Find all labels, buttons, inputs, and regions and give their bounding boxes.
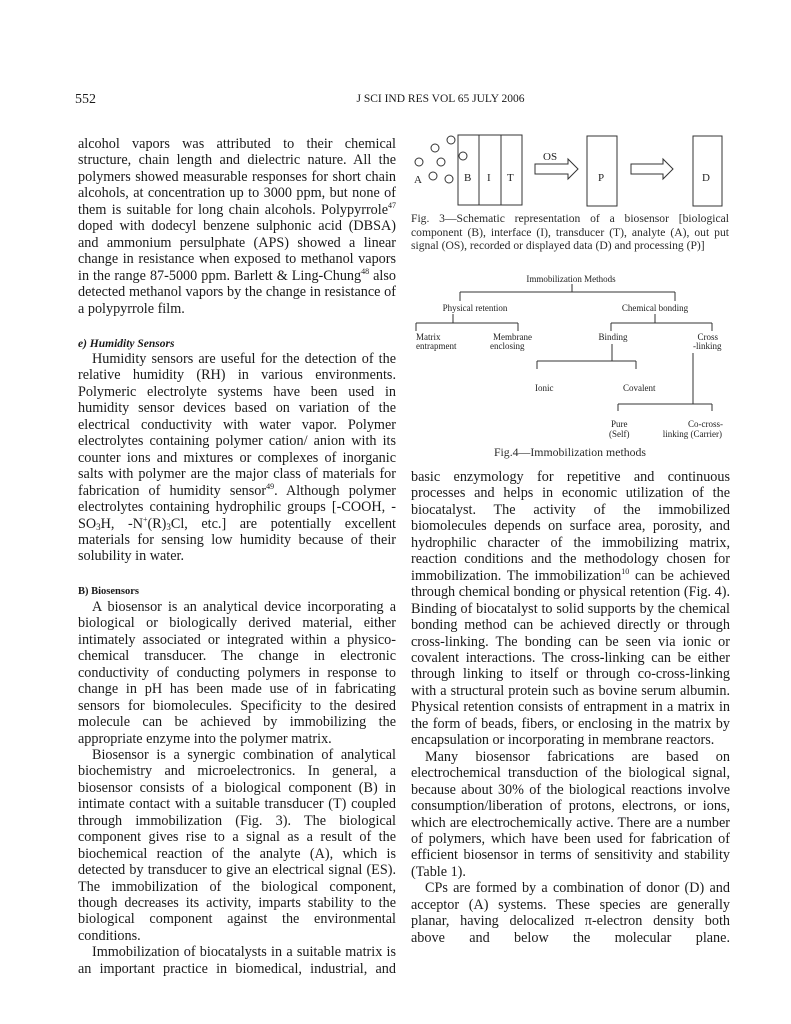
paragraph-electrochemical-transduction: Many biosensor fabrications are based on electrochemical transduction of the biological signal, because about 30% of the biological reactions involve consumption/liberation of protons, electrons, or ions, which are electrochemically active. There are a number of polymers, which have been used for fabrication of efficient biosensor in terms of sensitivity and stability (Table 1). [411, 748, 730, 880]
text-run: Humidity sensors are useful for the detection of the relative humidity (RH) in various environments. Polymeric electrolyte systems have been used in humidity sensor devices based on variation of the electrical conductivity with water vapor. Polymer electrolytes containing polymer cation/ anion with its counter ions and mixtures or complexes of inorganic salts with polymer are the major class of materials for fabrication of humidity sensor [78, 350, 396, 499]
node-matrix-entrapment-line2: entrapment [416, 341, 457, 351]
paragraph-conducting-polymers: CPs are formed by a combination of donor (D) and acceptor (A) systems. These species are generally planar, having delocalized π-electron density both above and below the molecular plane. [411, 880, 730, 946]
citation-49: 49 [266, 481, 275, 491]
text-run: H, -N [100, 515, 143, 532]
running-head: J SCI IND RES VOL 65 JULY 2006 [356, 93, 525, 105]
label-displayed-data: D [702, 172, 710, 184]
page-number: 552 [75, 92, 96, 107]
text-run: also detected methanol vapors by the change in resistance of a polypyrrole film. [78, 267, 396, 317]
label-processing: P [598, 172, 605, 184]
node-matrix-entrapment-line1: Matrix [416, 332, 441, 342]
node-co-cross-linking-line2: linking (Carrier) [662, 429, 722, 439]
arrow-right-icon [631, 159, 673, 179]
subscript: 3 [96, 521, 101, 532]
section-heading-humidity-sensors: e) Humidity Sensors [78, 337, 175, 350]
label-biological-component: B [464, 172, 472, 184]
node-immobilization-methods: Immobilization Methods [526, 274, 616, 284]
text-run: can be achieved through chemical bonding or physical retention (Fig. 4). Binding of biocatalyst to solid supports by the chemical bonding method can be achieved directly or through cross-linking. The bonding can be seen via ionic or covalent interactions. The cross-linking can be either through linking to itself or through co-cross-linking with a structural protein such as bovine serum albumin. Physical retention consists of entrapment in a matrix in the form of beads, fibers, or enclosing in the matrix by encapsulation or incorporating in membrane reactors. [411, 567, 730, 749]
node-pure-line1: Pure [611, 419, 628, 429]
figure-4-immobilization-tree [405, 265, 745, 443]
right-column [411, 469, 730, 946]
node-pure-line2: (Self) [609, 429, 630, 439]
paragraph-humidity [78, 351, 396, 565]
text-run: doped with dodecyl benzene sulphonic acid (DBSA) and ammonium persulphate (APS) showed a linear change in resistance when exposed to methanol vapors in the range 87-5000 ppm. Barlett & Ling-Chung [78, 218, 396, 284]
label-output-signal: OS [543, 151, 558, 163]
analyte-molecules [415, 136, 467, 183]
label-analyte: A [414, 174, 422, 186]
text-run: (R) [147, 515, 167, 532]
figure-4-caption: Fig.4—Immobilization methods [493, 445, 647, 459]
paragraph-immobilization-details [411, 469, 730, 749]
citation-10: 10 [621, 566, 630, 576]
node-membrane-enclosing-line2: enclosing [490, 341, 525, 351]
text-run: Cl, etc.] are potentially excellent materials for sensing low humidity because of their solubility in water. [78, 515, 396, 565]
left-column [78, 136, 396, 977]
text-run: . Although polymer electrolytes containing hydrophilic groups [-COOH, -SO [78, 482, 396, 532]
paragraph-immobilization-intro: Immobilization of biocatalysts in a suitable matrix is an important practice in biomedical, industrial, and [78, 944, 396, 977]
paragraph-biosensor-definition: A biosensor is an analytical device incorporating a biological or biologically derived material, either intimately associated or integrated within a physico-chemical transducer. The change in electronic conductivity of conducting polymers in response to change in pH has been made use of in fabricating sensors for biomolecules. Specificity to the desired molecule can be achieved by immobilizing the appropriate enzyme into the polymer matrix. [78, 598, 396, 747]
text-run: basic enzymology for repetitive and continuous processes and helps in economic utilization of the biocatalyst. The activity of the immobilized biomolecules depends on surface area, porosity, and hydrophilic character of the immobilizing matrix, reaction conditions and the methodology chosen for immobilization. The immobilization [411, 469, 730, 584]
node-binding: Binding [598, 332, 628, 342]
section-heading-biosensors: B) Biosensors [78, 585, 139, 597]
node-cross-linking-line2: -linking [693, 341, 722, 351]
citation-47: 47 [388, 200, 396, 210]
label-transducer: T [507, 172, 514, 184]
paragraph-alcohol-vapors [78, 136, 396, 317]
node-chemical-bonding: Chemical bonding [621, 303, 689, 313]
citation-48: 48 [361, 266, 370, 276]
node-covalent: Covalent [623, 383, 656, 393]
figure-3-caption: Fig. 3—Schematic representation of a biosensor [biological component (B), interface (I), transducer (T), analyte (A), out put signal (OS), recorded or displayed data (D) and processing (P)] [411, 212, 729, 253]
sensor-layers [458, 135, 722, 206]
node-cross-linking-line1: Cross [697, 332, 718, 342]
node-co-cross-linking-line1: Co-cross- [688, 419, 723, 429]
node-ionic: Ionic [535, 383, 554, 393]
paragraph-biosensor-combination: Biosensor is a synergic combination of analytical biochemistry and microelectronics. In general, a biosensor consists of a biological component (B) in intimate contact with a suitable transducer (T) coupled through immobilization (Fig. 3). The biological component gives rise to a signal as a result of the biochemical reaction of the analyte (A), which is detected by transducer to give an electrical signal (ES). The immobilization of the biological component, though decreases its activity, imparts stability to the biological component against the environmental conditions. [78, 746, 396, 944]
node-membrane-enclosing-line1: Membrane [493, 332, 532, 342]
text-run: alcohol vapors was attributed to their chemical structure, chain length and dielectric nature. All the polymers showed measurable responses for short chain alcohols, at concentration up to 3000 ppm, but none of them is suitable for long chain alcohols. Polypyrrole [78, 136, 396, 218]
node-physical-retention: Physical retention [442, 303, 508, 313]
label-interface: I [487, 172, 491, 184]
figure-3-biosensor-schematic [405, 125, 735, 213]
superscript: + [142, 514, 148, 524]
subscript: 3 [166, 521, 171, 532]
